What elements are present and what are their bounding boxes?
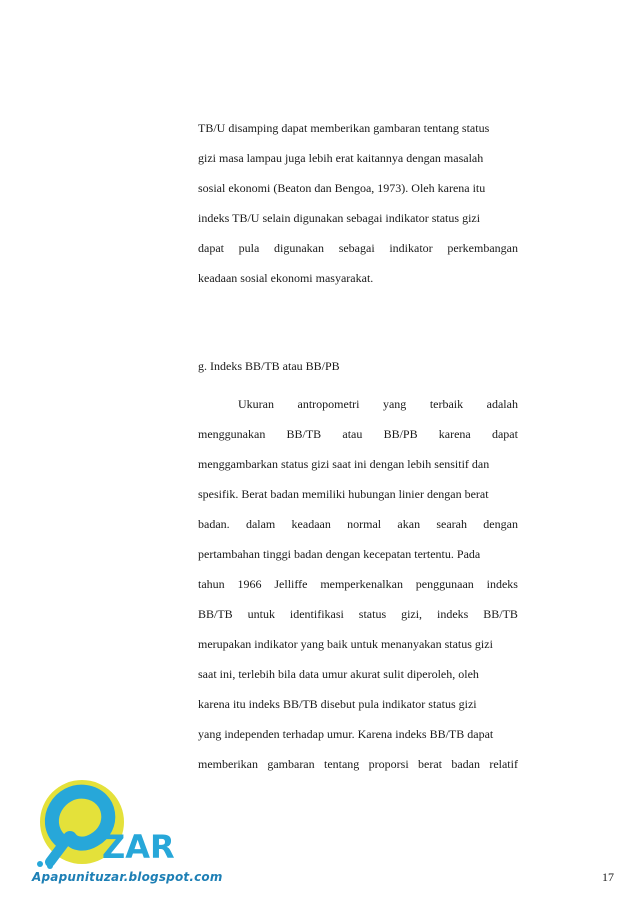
word: identifikasi (289, 607, 344, 621)
word: dalam (245, 517, 276, 531)
word: proporsi (368, 757, 409, 771)
paragraph-line (238, 396, 518, 412)
paragraph-line (198, 426, 518, 442)
word: penggunaan (415, 577, 474, 591)
paragraph-line: menggambarkan status gizi saat ini dengan lebih sensitif dan (198, 457, 490, 471)
word: gizi, (401, 607, 423, 621)
word: untuk (247, 607, 275, 621)
word: karena (438, 427, 471, 441)
word: yang (382, 397, 407, 411)
word: atau (342, 427, 363, 441)
word: searah (436, 517, 468, 531)
word: BB/TB (198, 607, 233, 621)
word: akan (397, 517, 421, 531)
word: dapat (491, 427, 518, 441)
word: pula (238, 241, 260, 255)
paragraph-line: keadaan sosial ekonomi masyarakat. (198, 271, 374, 285)
word: indeks (486, 577, 518, 591)
word: gambaran (267, 757, 315, 771)
paragraph-line: TB/U disamping dapat memberikan gambaran tentang status (198, 121, 490, 135)
word: tentang (323, 757, 360, 771)
word: terbaik (429, 397, 464, 411)
word: adalah (486, 397, 518, 411)
word: menggunakan (198, 427, 266, 441)
paragraph-line (198, 606, 518, 622)
paragraph-line (198, 756, 518, 772)
word: antropometri (297, 397, 360, 411)
paragraph-line (198, 516, 518, 532)
word: perkembangan (447, 241, 518, 255)
word: BB/PB (383, 427, 418, 441)
word: Ukuran (238, 397, 274, 411)
paragraph-line: saat ini, terlebih bila data umur akurat sulit diperoleh, oleh (198, 667, 479, 681)
word: indeks (436, 607, 469, 621)
paragraph-line (198, 576, 518, 592)
word: dapat (198, 241, 224, 255)
word: memperkenalkan (320, 577, 403, 591)
word: badan (451, 757, 480, 771)
word: status (358, 607, 387, 621)
paragraph-line: spesifik. Berat badan memiliki hubungan linier dengan berat (198, 487, 489, 501)
word: badan. (198, 517, 230, 531)
section-heading: g. Indeks BB/TB atau BB/PB (198, 359, 340, 373)
word: BB/TB (483, 607, 518, 621)
paragraph-line: gizi masa lampau juga lebih erat kaitannya dengan masalah (198, 151, 484, 165)
paragraph-line: merupakan indikator yang baik untuk menanyakan status gizi (198, 637, 493, 651)
paragraph-line: karena itu indeks BB/TB disebut pula indikator status gizi (198, 697, 477, 711)
word: memberikan (198, 757, 258, 771)
word: indikator (389, 241, 433, 255)
paragraph-line: sosial ekonomi (Beaton dan Bengoa, 1973). Oleh karena itu (198, 181, 486, 195)
paragraph-line: indeks TB/U selain digunakan sebagai indikator status gizi (198, 211, 481, 225)
word: BB/TB (286, 427, 322, 441)
word: keadaan (291, 517, 331, 531)
logo-text: ZAR (102, 828, 175, 866)
paragraph-line: pertambahan tinggi badan dengan kecepatan tertentu. Pada (198, 547, 481, 561)
paragraph-line: yang independen terhadap umur. Karena indeks BB/TB dapat (198, 727, 494, 741)
word: berat (418, 757, 442, 771)
blog-url[interactable]: Apapunituzar.blogspot.com (32, 870, 223, 884)
word: 1966 (237, 577, 262, 591)
word: digunakan (274, 241, 325, 255)
word: normal (347, 517, 382, 531)
word: dengan (483, 517, 518, 531)
logo-dot (37, 861, 43, 867)
paragraph-line (198, 240, 518, 256)
word: Jelliffe (274, 577, 308, 591)
word: sebagai (338, 241, 375, 255)
word: relatif (489, 757, 518, 771)
page-number: 17 (602, 870, 614, 884)
word: tahun (198, 577, 225, 591)
